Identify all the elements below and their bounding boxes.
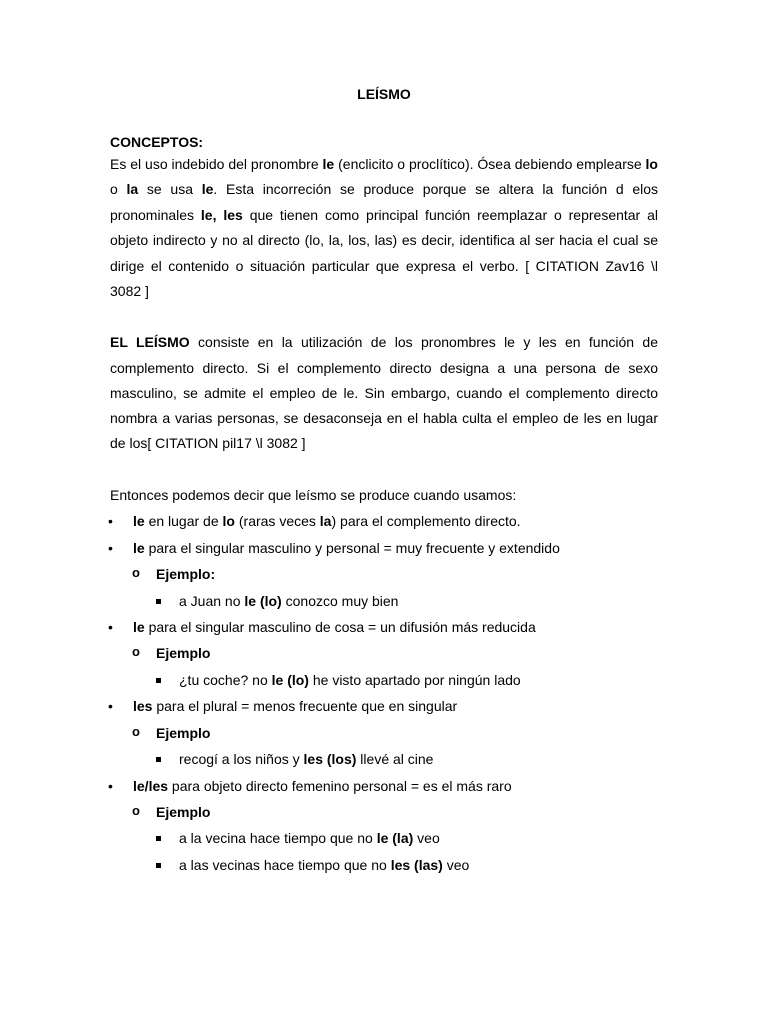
text-run: Ejemplo: [156,566,216,583]
bold-run: le (lo) [244,592,282,609]
concept-paragraph [110,152,658,304]
text-run: Es el uso indebido del pronombre [110,156,323,172]
text-run: para el plural = menos frecuente que en singular [152,698,458,715]
bold-run: le [201,181,214,198]
document-title: LEÍSMO [357,86,411,102]
text-run: veo [413,830,440,847]
bold-run: les (los) [303,751,357,768]
list-item [110,535,658,561]
usage-list [110,508,658,878]
text-run: llevé al cine [356,751,434,768]
example-item [110,746,658,772]
bold-run: le, les [200,206,243,223]
text-run: (enclicito o proclítico). Ósea debiendo emplearse [334,156,646,172]
text-run: para el singular masculino de cosa = un difusión más reducida [144,619,536,636]
text-run: Ejemplo [156,803,211,820]
text-run: a Juan no [179,592,245,609]
bold-run: la [319,513,332,530]
text-run: a la vecina hace tiempo que no [179,830,377,847]
example-item [110,852,658,878]
list-item [110,773,658,799]
bold-run: la [126,181,139,198]
bold-run: le (la) [376,830,414,847]
text-run: o [110,181,127,198]
example-label [110,640,658,666]
leismo-paragraph [110,330,658,456]
text-run: conozco muy bien [281,592,399,609]
text-run: que tienen como principal función reemplazar o representar al objeto indirecto y no al directo (lo, la, los, las) es decir, identifica al ser hacia el cual se dirige el contenido o situación particular que expresa el verbo. [ CITATION Zav16 \l 3082 ] [110,206,658,300]
bold-run: le [133,513,145,530]
text-run: a las vecinas hace tiempo que no [179,856,391,873]
text-run: se usa [138,181,202,198]
bold-run: les (las) [390,856,443,873]
list-item [110,614,658,640]
example-item [110,588,658,614]
text-run: . Esta incorreción se produce porque se altera la función d elos pronominales [110,181,659,223]
list-item [110,508,658,534]
text-run: he visto apartado por ningún lado [308,671,521,688]
text-run: Ejemplo [156,724,211,741]
text-run: ¿tu coche? no [179,671,272,688]
list-item [110,693,658,719]
bold-run: EL LEÍSMO [110,334,190,351]
text-run: en lugar de [144,513,223,530]
example-item [110,825,658,851]
bold-run: lo [222,513,235,530]
example-label [110,561,658,587]
example-label [110,720,658,746]
bold-run: les [133,698,153,715]
text-run: Ejemplo [156,645,211,662]
text-run: consiste en la utilización de los pronombres le y les en función de complemento directo. Si el complemento directo designa a una persona de sexo masculino, se admite el empleo de le. Sin embargo, cuando el complemento directo nombra a varias personas, se desaconseja en el habla culta el empleo de les en lugar de los[ CITATION pil17 \l 3082 ] [110,334,658,452]
bold-run: le [133,619,145,636]
text-run: veo [442,856,470,873]
bold-run: le/les [133,777,169,794]
bold-run: le [322,156,335,172]
intro-line: Entonces podemos decir que leísmo se produce cuando usamos: [110,487,517,504]
text-run: para objeto directo femenino personal = es el más raro [168,777,512,794]
text-run: recogí a los niños y [179,751,304,768]
bold-run: le (lo) [271,671,309,688]
bold-run: le [133,539,145,556]
conceptos-heading: CONCEPTOS: [110,134,204,150]
document-page [110,84,658,878]
example-label [110,799,658,825]
bold-run: lo [645,156,658,172]
example-item [110,667,658,693]
text-run: (raras veces [234,513,320,530]
text-run: para el singular masculino y personal = muy frecuente y extendido [144,539,560,556]
text-run: ) para el complemento directo. [331,513,521,530]
